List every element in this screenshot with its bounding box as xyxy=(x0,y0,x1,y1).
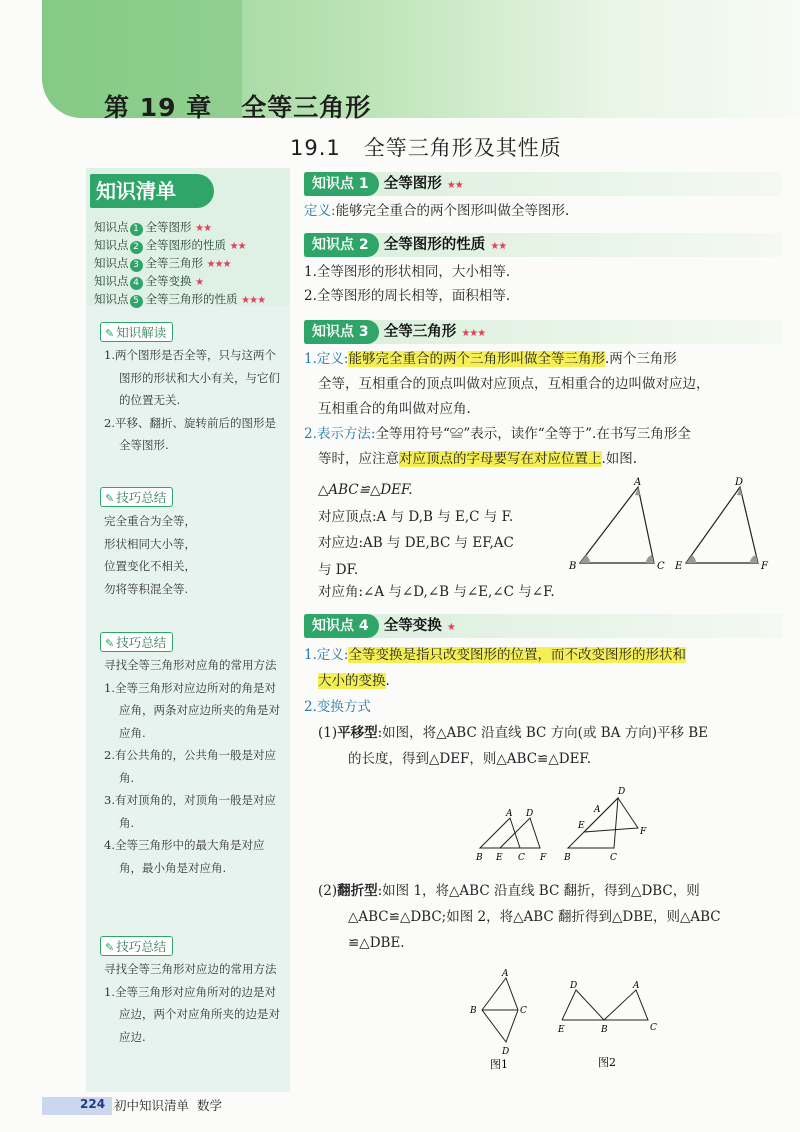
star-icon: ★★★ xyxy=(206,259,231,270)
kp-tag: 知识点 2 xyxy=(304,233,379,257)
toc-item: 知识点 2 全等图形的性质 ★★ xyxy=(94,238,246,252)
fold-figures xyxy=(462,966,672,1076)
svg-text:F: F xyxy=(540,853,547,863)
svg-text:B: B xyxy=(476,853,483,863)
tip-text: 寻找全等三角形对应边的常用方法 1.全等三角形对应角所对的边是对应边，两个对应角所夹的边是对应边. xyxy=(104,962,280,1044)
svg-text:B: B xyxy=(564,853,571,863)
interpret-text: 1.两个图形是否全等，只与这两个图形的形状和大小有关，与它们的位置无关. 2.平移、翻折、旋转前后的图形是全等图形. xyxy=(104,348,280,452)
note-icon: ✎ xyxy=(105,327,115,340)
kp1-header xyxy=(304,172,463,196)
svg-text:E: E xyxy=(558,1025,565,1035)
svg-text:A: A xyxy=(594,805,601,815)
triangle-def xyxy=(686,487,758,563)
toc-item: 知识点 3 全等三角形 ★★★ xyxy=(94,256,231,270)
svg-text:B: B xyxy=(470,1006,477,1016)
kp-title: 全等图形 xyxy=(383,176,442,192)
kp-tag: 知识点 1 xyxy=(304,172,379,196)
tip-badge: ✎ 技巧总结 xyxy=(100,487,173,507)
svg-text:B: B xyxy=(601,1025,608,1035)
triangle-abc xyxy=(580,487,654,563)
kp2-list: 1.全等图形的形状相同，大小相等. 2.全等图形的周长相等，面积相等. xyxy=(304,264,511,304)
star-icon: ★ xyxy=(446,622,455,633)
svg-text:A: A xyxy=(502,969,509,979)
kp4-fold: (2)翻折型:如图 1，将△ABC 沿直线 BC 翻折，得到△DBC，则 △ABC≌△DBC;如图 2，将△ABC 翻折得到△DBE，则△ABC ≌△DBE. xyxy=(318,883,721,951)
star-icon: ★★★ xyxy=(241,295,266,306)
kp4-definition: 1.定义:全等变换是指只改变图形的位置，而不改变图形的形状和 大小的变换. 2.变换方式 (1)平移型:如图，将△ABC 沿直线 BC 方向(或 BA 方向)平移 BE 的长度，得到△DEF，则△ABC≌△DEF. xyxy=(304,647,709,767)
fig-label: D xyxy=(735,477,744,488)
kp-title: 全等变换 xyxy=(383,618,442,634)
svg-text:C: C xyxy=(610,853,617,863)
fig1-caption: 图1 xyxy=(490,1058,508,1071)
note-icon: ✎ xyxy=(105,941,115,954)
kp-tag: 知识点 4 xyxy=(304,614,379,638)
kp3-header xyxy=(304,320,485,344)
fig-label: C xyxy=(657,561,665,572)
kp-tag: 知识点 3 xyxy=(304,320,379,344)
star-icon: ★★ xyxy=(490,241,507,252)
page-number: 224 xyxy=(80,1097,106,1111)
note-icon: ✎ xyxy=(105,637,115,650)
section-title: 19.1 全等三角形及其性质 xyxy=(290,136,562,160)
interpret-badge: ✎ 知识解读 xyxy=(100,322,173,342)
chapter-title: 第 19 章 全等三角形 xyxy=(104,93,372,122)
star-icon: ★★ xyxy=(446,180,463,191)
svg-text:C: C xyxy=(520,1006,527,1016)
fig-label: F xyxy=(761,561,768,572)
toc-item: 知识点 4 全等变换 ★ xyxy=(94,274,204,288)
kp3-example: △ABC≌△DEF. 对应顶点:A 与 D,B 与 E,C 与 F. 对应边:AB 与 DE,BC 与 EF,AC 与 DF. xyxy=(318,482,514,578)
footer-text: 初中知识清单 数学 xyxy=(114,1098,222,1113)
star-icon: ★ xyxy=(195,277,204,288)
svg-text:D: D xyxy=(526,809,534,819)
svg-text:C: C xyxy=(518,853,525,863)
toc-item: 知识点 1 全等图形 ★★ xyxy=(94,220,212,234)
star-icon: ★★ xyxy=(195,223,212,234)
toc-item: 知识点 5 全等三角形的性质 ★★★ xyxy=(94,292,266,306)
svg-text:A: A xyxy=(506,809,513,819)
fig-label: A xyxy=(634,477,642,488)
tip-badge: ✎ 技巧总结 xyxy=(100,632,173,652)
kp4-header xyxy=(304,614,455,638)
svg-text:D: D xyxy=(502,1047,510,1057)
note-icon: ✎ xyxy=(105,492,115,505)
svg-text:F: F xyxy=(640,827,647,837)
fig2-caption: 图2 xyxy=(598,1056,616,1069)
translation-figure xyxy=(468,780,658,864)
kp-title: 全等三角形 xyxy=(383,324,457,340)
tip-text: 寻找全等三角形对应角的常用方法 1.全等三角形对应边所对的角是对应角，两条对应边所夹的角是对应角. 2.有公共角的，公共角一般是对应角. 3.有对顶角的，对顶角一般是对应角. 4.全等三角形中的最大角是对应角，最小角是对应角. xyxy=(104,658,280,875)
congruent-triangles-figure xyxy=(560,475,780,575)
svg-text:A: A xyxy=(633,981,640,991)
tip-badge: ✎ 技巧总结 xyxy=(100,936,173,956)
tip-text: 完全重合为全等， 形状相同大小等， 位置变化不相关， 勿将等积混全等. xyxy=(104,514,196,596)
fig-label: E xyxy=(675,561,683,572)
kp-title: 全等图形的性质 xyxy=(383,237,486,253)
svg-text:C: C xyxy=(650,1023,657,1033)
svg-text:E: E xyxy=(496,853,503,863)
kp3-text: 1.定义:能够完全重合的两个三角形叫做全等三角形.两个三角形 全等，互相重合的顶点叫做对应顶点，互相重合的边叫做对应边， 互相重合的角叫做对应角. 2.表示方法:全等用符号“≌”表示，读作“全等于”.在书写三角形全 等时，应注意对应顶点的字母要写在对应位置上.如图. xyxy=(304,351,710,467)
svg-text:E: E xyxy=(578,821,585,831)
kp3-angles: 对应角:∠A 与∠D,∠B 与∠E,∠C 与∠F. xyxy=(318,584,555,600)
star-icon: ★★★ xyxy=(461,328,486,339)
kp1-definition: 定义:能够完全重合的两个图形叫做全等图形. xyxy=(304,203,570,219)
kp2-header xyxy=(304,233,506,257)
svg-text:D: D xyxy=(570,981,578,991)
fig-label: B xyxy=(569,561,577,572)
sidebar-heading: 知识清单 xyxy=(90,174,214,208)
svg-text:D: D xyxy=(618,787,626,797)
star-icon: ★★ xyxy=(229,241,246,252)
